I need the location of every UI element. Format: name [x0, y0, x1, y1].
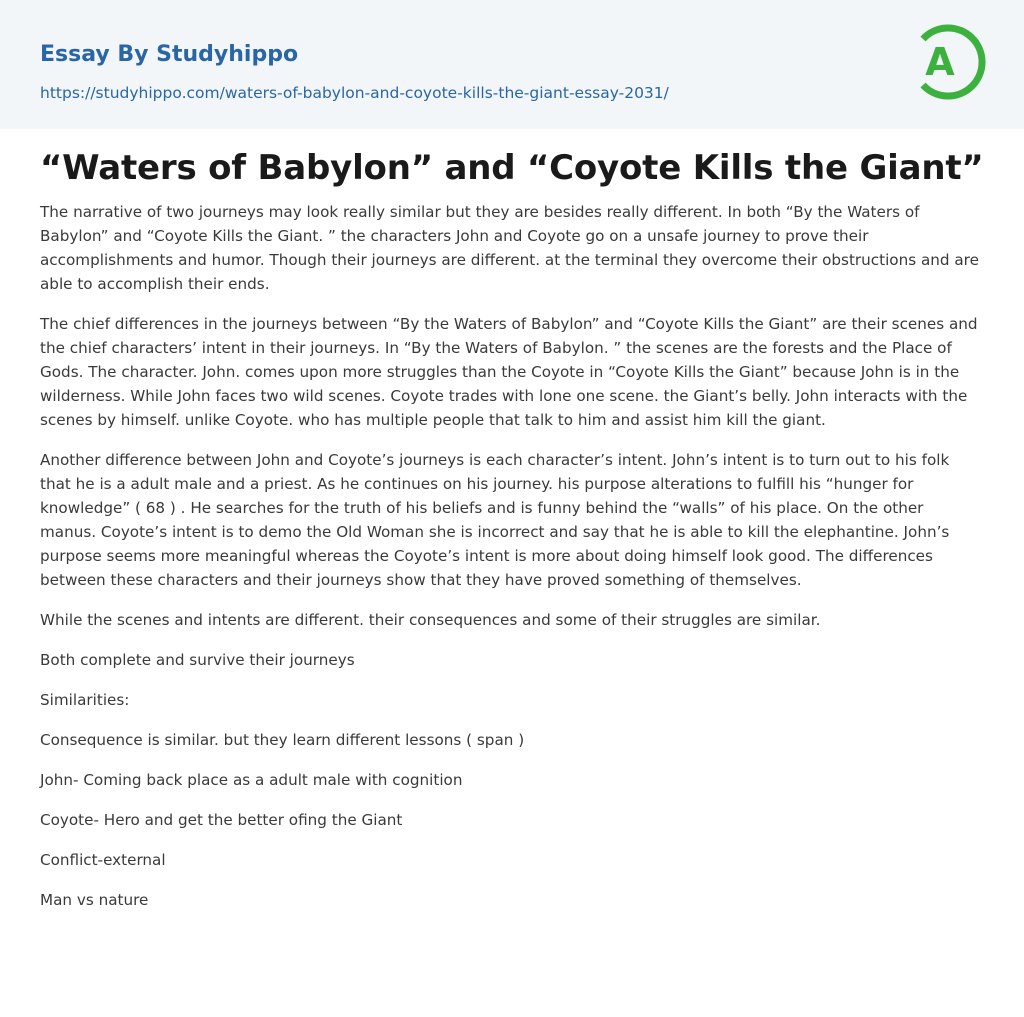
site-header: [0, 0, 1024, 129]
paragraph: Similarities:: [40, 691, 130, 709]
essay-title: “Waters of Babylon” and “Coyote Kills the Giant”: [40, 148, 984, 188]
paragraph: Both complete and survive their journeys: [40, 651, 355, 669]
studyhippo-logo-icon[interactable]: [909, 17, 989, 107]
essay-body: [40, 200, 984, 928]
essay-url-link[interactable]: https://studyhippo.com/waters-of-babylon-and-coyote-kills-the-giant-essay-2031/: [40, 84, 669, 102]
paragraph: The narrative of two journeys may look really similar but they are besides really different. In both “By the Waters of Babylon” and “Coyote Kills the Giant. ” the characters John and Coyote go on a unsafe journey to prove their accomplishments and humor. Though their journeys are different. at the terminal they overcome their obstructions and are able to accomplish their ends.: [40, 203, 979, 293]
logo-letter: A: [925, 40, 955, 84]
site-brand[interactable]: Essay By Studyhippo: [40, 42, 299, 67]
paragraph: John- Coming back place as a adult male with cognition: [40, 771, 463, 789]
paragraph: Conflict-external: [40, 851, 166, 869]
paragraph: The chief differences in the journeys between “By the Waters of Babylon” and “Coyote Kills the Giant” are their scenes and the chief characters’ intent in their journeys. In “By the Waters of Babylon. ” the scenes are the forests and the Place of Gods. The character. John. comes upon more struggles than the Coyote in “Coyote Kills the Giant” because John is in the wilderness. While John faces two wild scenes. Coyote trades with lone one scene. the Giant’s belly. John interacts with the scenes by himself. unlike Coyote. who has multiple people that talk to him and assist him kill the giant.: [40, 315, 978, 429]
paragraph: Coyote- Hero and get the better ofing the Giant: [40, 811, 403, 829]
paragraph: While the scenes and intents are different. their consequences and some of their struggles are similar.: [40, 611, 821, 629]
paragraph: Consequence is similar. but they learn different lessons ( span ): [40, 731, 525, 749]
paragraph: Man vs nature: [40, 891, 149, 909]
paragraph: Another difference between John and Coyote’s journeys is each character’s intent. John’s intent is to turn out to his folk that he is a adult male and a priest. As he continues on his journey. his purpose alterations to fulfill his “hunger for knowledge” ( 68 ) . He searches for the truth of his beliefs and is funny behind the “walls” of his place. On the other manus. Coyote’s intent is to demo the Old Woman she is incorrect and say that he is able to kill the elephantine. John’s purpose seems more meaningful whereas the Coyote’s intent is more about doing himself look good. The differences between these characters and their journeys show that they have proved something of themselves.: [40, 451, 950, 589]
